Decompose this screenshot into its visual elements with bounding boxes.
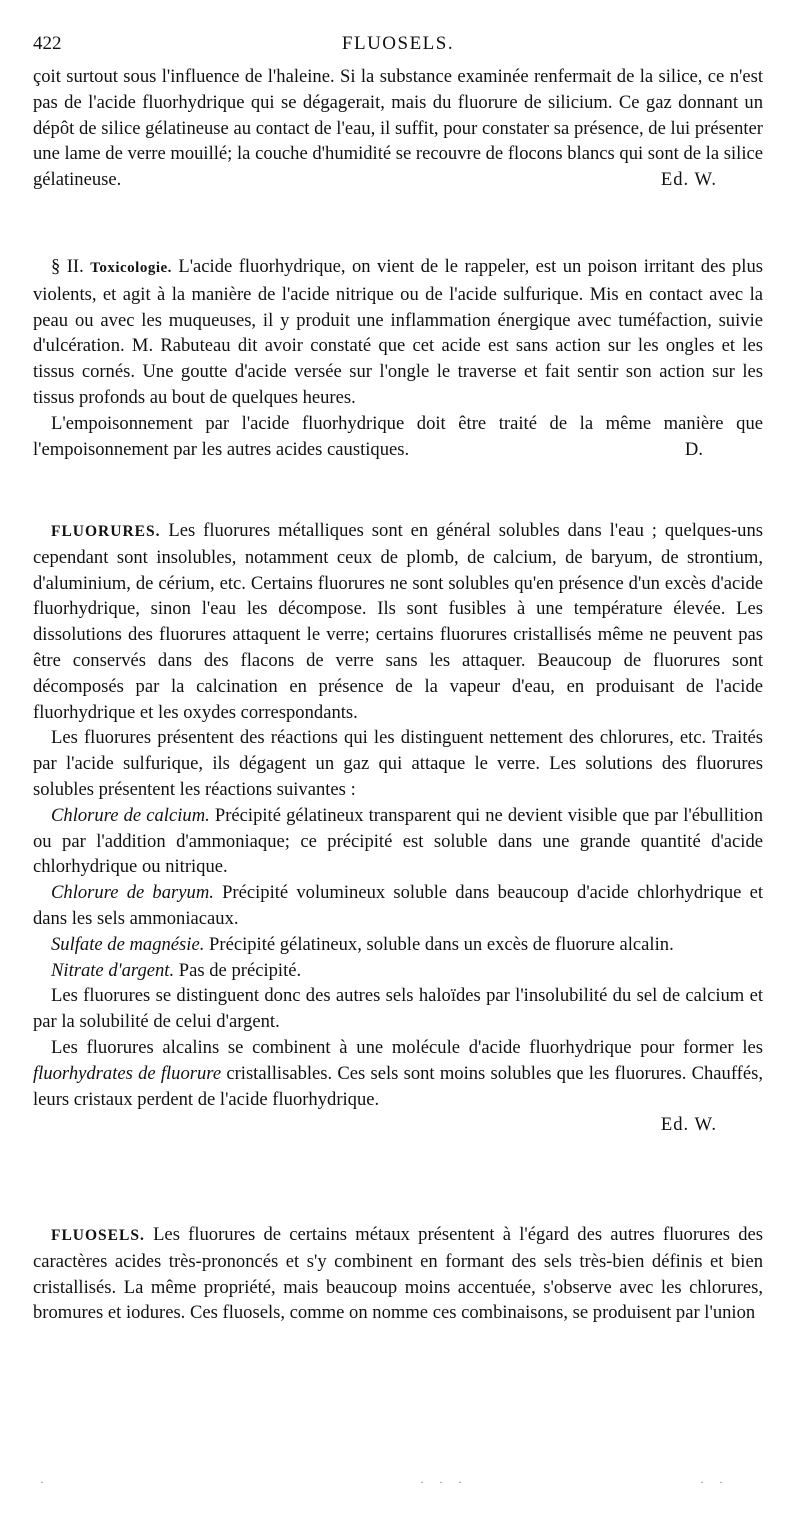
intro-paragraph: çoit surtout sous l'influence de l'haleine. Si la substance examinée renfermait de la silice, ce n'est pas de l'acide fluorhydrique qui se dégagerait, mais du fluorure de silicium. Ce gaz donnant un dépôt de silice gélatineuse au contact de l'eau, il suffit, pour constater sa présence, de lui présenter une lame de verre mouillé; la couche d'humidité se recouvre de flocons blancs qui sont de la silice gélatineuse. [33, 66, 763, 191]
intro-signature: Ed. W. [660, 169, 717, 191]
scan-speck: · · · [420, 1475, 468, 1489]
fluosels-paragraph [33, 1222, 763, 1326]
toxicologie-text: L'acide fluorhydrique, on vient de le rappeler, est un poison irritant des plus violents, et agit à la manière de l'acide nitrique ou de l'acide sulfurique. Mis en contact avec la peau ou avec les muqueuses, il y produit une inflammation énergique avec tuméfaction, suivie d'ulcération. M. Rabuteau dit avoir constaté que cet acide est sans action sur les ongles et les tissus cornés. Une goutte d'acide versée sur l'ongle le traverse et fait sentir son action sur les tissus profonds au bout de quelques heures. [33, 256, 764, 408]
section-mark: § II. [51, 256, 84, 277]
section-fluorures [33, 518, 763, 1138]
toxicologie-treatment: L'empoisonnement par l'acide fluorhydrique doit être traité de la même manière que l'empoisonnement par les autres acides caustiques. [33, 412, 763, 460]
reaction-result: Précipité gélatineux transparent qui ne devient visible que par l'ébullition ou par l'addition d'ammoniaque; ce précipité est soluble dans une grande quantité d'acide chlorhydrique ou nitrique. [33, 804, 763, 878]
reaction-argent [33, 958, 763, 984]
fluorures-paragraph-3: Les fluorures se distinguent donc des autres sels haloïdes par l'insolubilité du sel de calcium et par la solubilité de celui d'argent. [33, 985, 763, 1033]
page-header [33, 31, 763, 57]
page-number: 422 [33, 33, 62, 54]
fluorures-text-1: Les fluorures métalliques sont en général solubles dans l'eau ; quelques-uns cependant sont insolubles, notamment ceux de plomb, de calcium, de baryum, de strontium, d'aluminium, de cérium, etc. Certains fluorures ne sont solubles qu'en présence d'un excès d'acide fluorhydrique, sinon l'eau les décompose. Ils sont fusibles à une température élevée. Les dissolutions des fluorures attaquent le verre; certains fluorures cristallisés même ne peuvent pas être conservés dans des flacons de verre sans les attaquer. Beaucoup de fluorures sont décomposés par la calcination en présence de la vapeur d'eau, en produisant de l'acide fluorhydrique et les oxydes correspondants. [33, 520, 763, 723]
section-toxicologie [33, 254, 763, 462]
reaction-result: Précipité gélatineux, soluble dans un excès de fluorure alcalin. [209, 933, 674, 955]
reaction-result: Pas de précipité. [178, 959, 302, 981]
reagent-name: Chlorure de baryum. [51, 882, 214, 904]
toxicologie-heading: Toxicologie. [90, 260, 172, 276]
fluorures-heading: FLUORURES. [51, 523, 161, 540]
fluorures-paragraph-1 [33, 518, 763, 725]
reagent-name: Nitrate d'argent. [51, 959, 175, 981]
fluorures-paragraph-2: Les fluorures présentent des réactions qui les distinguent nettement des chlorures, etc. Traités par l'acide sulfurique, ils dégagent un gaz qui attaque le verre. Les solutions des fluorures solubles présentent les réactions suivantes : [33, 727, 763, 800]
fluorures-paragraph-4 [33, 1035, 763, 1112]
reagent-name: Sulfate de magnésie. [51, 933, 205, 955]
fluosels-text: Les fluorures de certains métaux présentent à l'égard des autres fluorures des caractères acides très-prononcés et s'y combinent en formant des sels très-bien définis et bien cristallisés. La même propriété, mais beaucoup moins accentuée, s'observe avec les chlorures, bromures et iodures. Ces fluosels, comme on nomme ces combinaisons, se produisent par l'union [33, 1224, 763, 1324]
toxicologie-paragraph [33, 254, 763, 411]
reaction-baryum [33, 880, 763, 932]
fluosels-heading: FLUOSELS. [51, 1227, 145, 1244]
reaction-result: Précipité volumineux soluble dans beaucoup d'acide chlorhydrique et dans les sels ammoniacaux. [33, 882, 763, 929]
reaction-calcium [33, 803, 763, 880]
fluorhydrates-term: fluorhydrates de fluorure [33, 1062, 222, 1084]
section-fluosels [33, 1222, 763, 1326]
scan-speck: · · [700, 1475, 729, 1489]
fluorures-signature: Ed. W. [660, 1114, 717, 1136]
fluorures-text-4a: Les fluorures alcalins se combinent à une molécule d'acide fluorhydrique pour former les [51, 1036, 763, 1058]
reaction-magnesie [33, 932, 763, 958]
reagent-name: Chlorure de calcium. [51, 804, 210, 826]
toxicologie-signature: D. [684, 438, 703, 460]
running-title: FLUOSELS. [341, 33, 455, 54]
section-intro [33, 64, 763, 193]
scan-speck: · [40, 1475, 50, 1489]
fluorures-text-4b: cristallisables. Ces sels sont moins solubles que les fluorures. Chauffés, leurs cristaux perdent de l'acide fluorhydrique. [33, 1062, 763, 1110]
